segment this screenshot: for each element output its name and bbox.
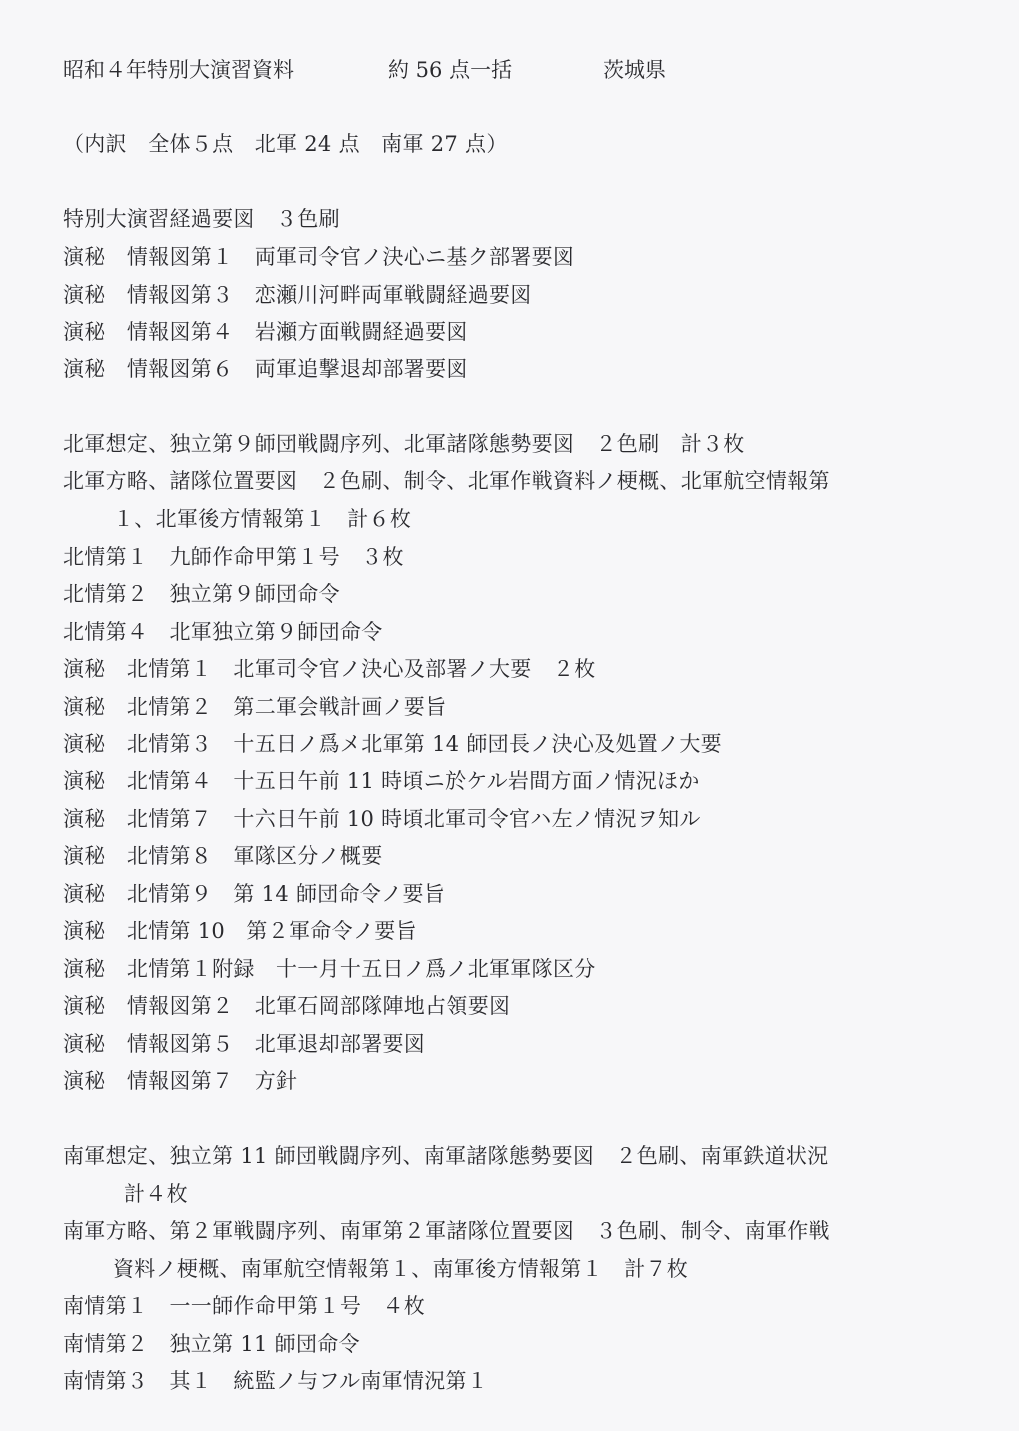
overall-item: 演秘 情報図第６ 両軍追撃退却部署要図 [63, 357, 468, 381]
overall-item: 演秘 情報図第４ 岩瀬方面戦闘経過要図 [63, 320, 468, 344]
north-item: 演秘 情報図第７ 方針 [63, 1069, 298, 1093]
north-item: 北軍方略、諸隊位置要図 ２色刷、制令、北軍作戦資料ノ梗概、北軍航空情報第 [63, 469, 830, 493]
header-quantity: 約 56 点一括 [388, 58, 513, 82]
north-item: 演秘 北情第１附録 十一月十五日ノ爲ノ北軍軍隊区分 [63, 957, 596, 981]
north-item: 北情第２ 独立第９師団命令 [63, 582, 340, 606]
north-item: 演秘 北情第７ 十六日午前 10 時頃北軍司令官ハ左ノ情況ヲ知ル [63, 807, 701, 831]
north-item: 演秘 北情第４ 十五日午前 11 時頃ニ於ケル岩間方面ノ情況ほか [63, 769, 700, 793]
north-item: 演秘 北情第８ 軍隊区分ノ概要 [63, 844, 383, 868]
north-item: 演秘 北情第１ 北軍司令官ノ決心及部署ノ大要 ２枚 [63, 657, 596, 681]
header-title: 昭和４年特別大演習資料 [63, 58, 294, 82]
north-item: 演秘 情報図第５ 北軍退却部署要図 [63, 1032, 426, 1056]
north-item: 演秘 北情第 10 第２軍命令ノ要旨 [63, 919, 417, 943]
south-item: 南軍想定、独立第 11 師団戦闘序列、南軍諸隊態勢要図 ２色刷、南軍鉄道状況 [63, 1144, 829, 1168]
north-item: 演秘 北情第３ 十五日ノ爲メ北軍第 14 師団長ノ決心及処置ノ大要 [63, 732, 722, 756]
south-item-continued: 計４枚 [124, 1182, 188, 1206]
north-item: 北情第４ 北軍独立第９師団命令 [63, 620, 383, 644]
overall-item: 特別大演習経過要図 ３色刷 [63, 207, 340, 231]
north-item: 演秘 情報図第２ 北軍石岡部隊陣地占領要図 [63, 994, 511, 1018]
north-item: 北軍想定、独立第９師団戦闘序列、北軍諸隊態勢要図 ２色刷 計３枚 [63, 432, 745, 456]
overall-item: 演秘 情報図第１ 両軍司令官ノ決心ニ基ク部署要図 [63, 245, 575, 269]
south-item-continued: 資料ノ梗概、南軍航空情報第１、南軍後方情報第１ 計７枚 [113, 1257, 689, 1281]
south-item: 南情第３ 其１ 統監ノ与フル南軍情況第１ [63, 1369, 489, 1393]
south-item: 南軍方略、第２軍戦闘序列、南軍第２軍諸隊位置要図 ３色刷、制令、南軍作戦 [63, 1219, 830, 1243]
south-item: 南情第１ 一一師作命甲第１号 ４枚 [63, 1294, 426, 1318]
north-item: 演秘 北情第９ 第 14 師団命令ノ要旨 [63, 882, 446, 906]
overall-item: 演秘 情報図第３ 恋瀬川河畔両軍戦闘経過要図 [63, 283, 532, 307]
header-prefecture: 茨城県 [603, 58, 666, 82]
north-item-continued: １、北軍後方情報第１ 計６枚 [113, 507, 412, 531]
breakdown-line: （内訳 全体５点 北軍 24 点 南軍 27 点） [63, 132, 508, 156]
north-item: 演秘 北情第２ 第二軍会戦計画ノ要旨 [63, 695, 447, 719]
south-item: 南情第２ 独立第 11 師団命令 [63, 1332, 360, 1356]
north-item: 北情第１ 九師作命甲第１号 ３枚 [63, 545, 404, 569]
